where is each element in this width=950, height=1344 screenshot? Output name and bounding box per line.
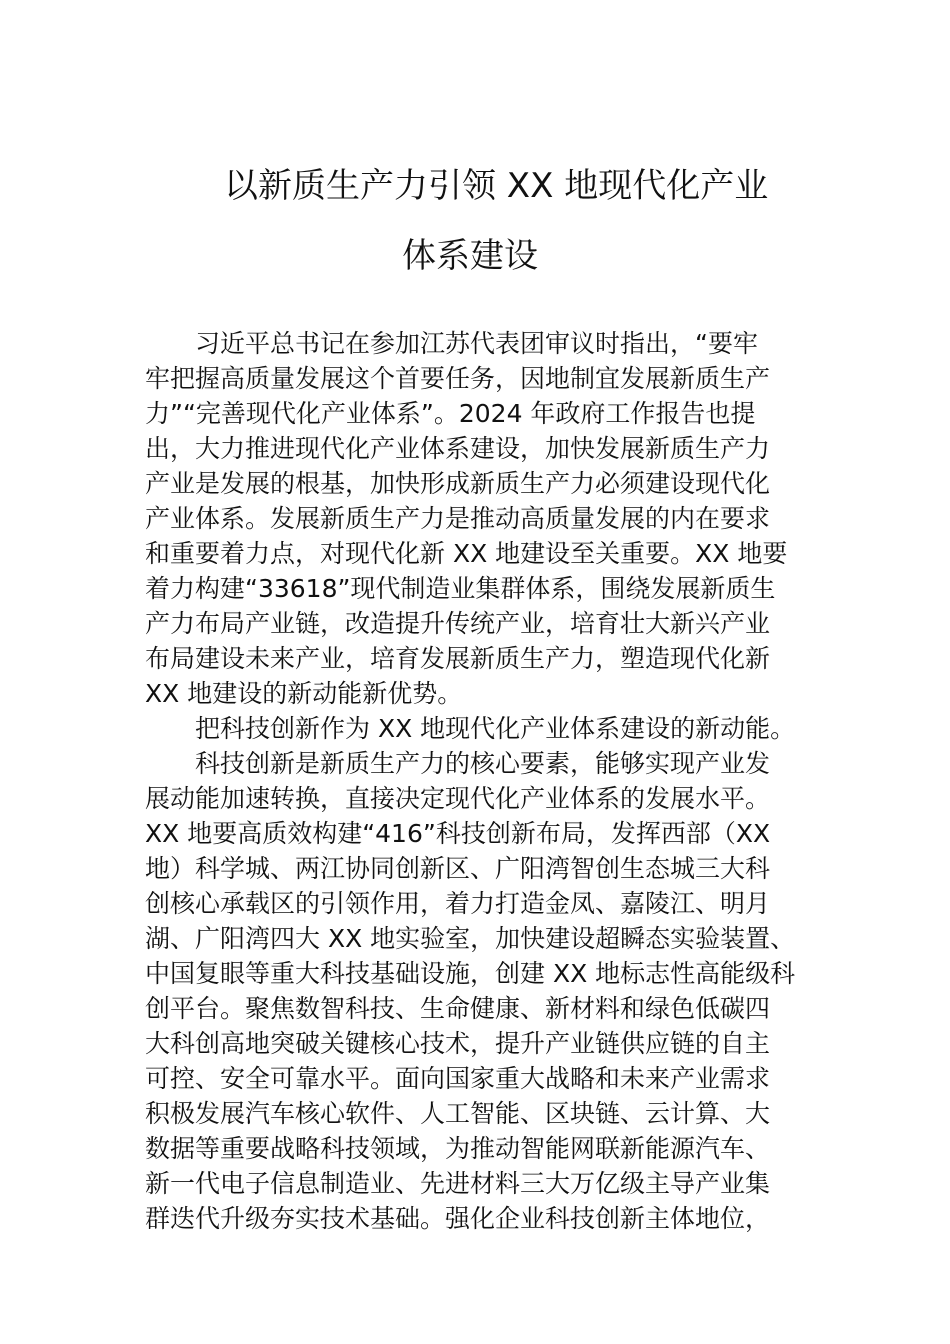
- body-line-23: 积极发展汽车核心软件、人工智能、区块链、云计算、大: [145, 1099, 771, 1128]
- body-line-8: 着力构建“33618”现代制造业集群体系，围绕发展新质生: [145, 574, 776, 603]
- body-line-1: 习近平总书记在参加江苏代表团审议时指出，“要牢: [145, 329, 758, 358]
- body-line-17: 创核心承载区的引领作用，着力打造金凤、嘉陵江、明月: [145, 889, 771, 918]
- body-line-6: 产业体系。发展新质生产力是推动高质量发展的内在要求: [145, 504, 771, 533]
- body-line-21: 大科创高地突破关键核心技术，提升产业链供应链的自主: [145, 1029, 771, 1058]
- body-line-3: 力”“完善现代化产业体系”。2024 年政府工作报告也提: [145, 399, 756, 428]
- body-line-24: 数据等重要战略科技领域，为推动智能网联新能源汽车、: [145, 1134, 771, 1163]
- body-line-11: XX 地建设的新动能新优势。: [145, 679, 463, 708]
- body-line-15: XX 地要高质效构建“416”科技创新布局，发挥西部（XX: [145, 819, 771, 848]
- body-line-16: 地）科学城、两江协同创新区、广阳湾智创生态城三大科: [145, 854, 771, 883]
- body-line-19: 中国复眼等重大科技基础设施，创建 XX 地标志性高能级科: [145, 959, 796, 988]
- body-line-9: 产力布局产业链，改造提升传统产业，培育壮大新兴产业: [145, 609, 771, 638]
- body-line-14: 展动能加速转换，直接决定现代化产业体系的发展水平。: [145, 784, 771, 813]
- body-line-4: 出，大力推进现代化产业体系建设，加快发展新质生产力: [145, 434, 771, 463]
- body-line-22: 可控、安全可靠水平。面向国家重大战略和未来产业需求: [145, 1064, 771, 1093]
- document-title-line-2: 体系建设: [402, 236, 538, 276]
- document-title-line-1: 以新质生产力引领 XX 地现代化产业: [224, 166, 769, 206]
- section-heading: 把科技创新作为 XX 地现代化产业体系建设的新动能。: [145, 714, 796, 743]
- body-line-7: 和重要着力点，对现代化新 XX 地建设至关重要。XX 地要: [145, 539, 788, 568]
- body-line-25: 新一代电子信息制造业、先进材料三大万亿级主导产业集: [145, 1169, 771, 1198]
- body-line-10: 布局建设未来产业，培育发展新质生产力，塑造现代化新: [145, 644, 771, 673]
- body-line-26: 群迭代升级夯实技术基础。强化企业科技创新主体地位，: [145, 1204, 771, 1233]
- body-line-5: 产业是发展的根基，加快形成新质生产力必须建设现代化: [145, 469, 771, 498]
- body-line-20: 创平台。聚焦数智科技、生命健康、新材料和绿色低碳四: [145, 994, 771, 1023]
- body-line-2: 牢把握高质量发展这个首要任务，因地制宜发展新质生产: [145, 364, 771, 393]
- body-line-18: 湖、广阳湾四大 XX 地实验室，加快建设超瞬态实验装置、: [145, 924, 796, 953]
- body-line-13: 科技创新是新质生产力的核心要素，能够实现产业发: [145, 749, 771, 778]
